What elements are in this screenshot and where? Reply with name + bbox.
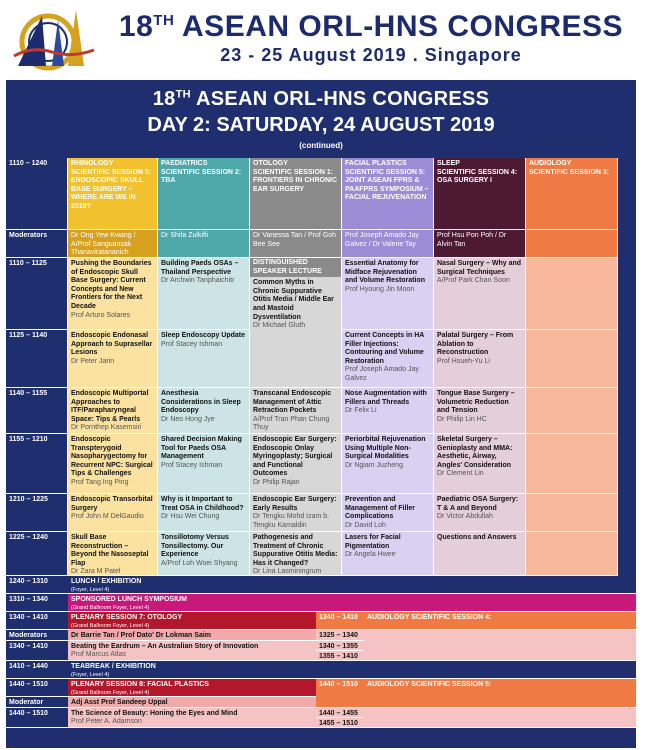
audiology-empty-cell (526, 434, 618, 494)
talk-cell: Tongue Base Surgery – Volumetric Reduction and Tension Dr Philip Lin HC (434, 388, 526, 434)
talk-cell: Palatal Surgery – From Ablation to Reconstruction Prof Hsueh-Yu Li (434, 330, 526, 388)
slot-row (6, 388, 636, 434)
talk-cell: DISTINGUISHED SPEAKER LECTURE Common Myths in Chronic Suppurative Otitis Media / Middle Ear and Mastoid Dysventilation Dr Michael Gluth (250, 258, 342, 388)
moderator-rhinology: Dr Ong Yew Kwang / A/Prof Sanguansak Thanaviratananich (68, 230, 158, 258)
plenary-8-moderator: Adj Asst Prof Sandeep Uppal (68, 697, 316, 708)
audiology-5-time: 1440 – 1510 (316, 679, 364, 708)
slot-time: 1210 – 1225 (6, 494, 68, 532)
plenary-session-7: PLENARY SESSION 7: OTOLOGY (Grand Ballroom Foyer, Level 4) (68, 612, 316, 630)
slot-row (6, 258, 636, 330)
day-title: DAY 2: SATURDAY, 24 AUGUST 2019 (147, 114, 495, 136)
teabreak-row (6, 661, 636, 679)
plenary-session-8: PLENARY SESSION 8: FACIAL PLASTICS (Grand Ballroom Foyer, Level 4) (68, 679, 316, 697)
plenary-7-talk: Beating the Eardrum – An Australian Story of Innovation Prof Marcus Atlas (68, 641, 316, 661)
lower-time: Moderators (6, 630, 68, 641)
lower-time: 1340 – 1410 (6, 641, 68, 661)
banner-title: 18TH ASEAN ORL-HNS CONGRESS (152, 88, 490, 110)
slot-time: 1225 – 1240 (6, 532, 68, 576)
slot-time: 1110 – 1125 (6, 258, 68, 330)
session-audiology: AUDIOLOGY SCIENTIFIC SESSION 3: (526, 158, 618, 230)
page-header (0, 0, 642, 80)
continued-label: (continued) (299, 141, 343, 150)
lower-time: 1310 – 1340 (6, 594, 68, 612)
moderator-sleep: Prof Hsu Pon Poh / Dr Alvin Tan (434, 230, 526, 258)
congress-logo (12, 6, 98, 70)
talk-cell: Periorbital Rejuvenation Using Multiple Non-Surgical Modalities Dr Ngiam Juzheng (342, 434, 434, 494)
talk-cell: Essential Anatomy for Midface Rejuvenation and Volume Restoration Prof Hyoung Jin Moon (342, 258, 434, 330)
talk-cell: Questions and Answers (434, 532, 526, 576)
teabreak: TEABREAK / EXHIBITION (Foyer, Level 4) (68, 661, 636, 679)
talk-cell: Current Concepts in HA Filler Injections: Contouring and Volume Restoration Prof Joseph Amado Jay Galvez (342, 330, 434, 388)
e-posters-column: E-POSTERS (618, 158, 636, 576)
talk-cell: Prevention and Management of Filler Complications Dr David Loh (342, 494, 434, 532)
lower-time: 1240 – 1310 (6, 576, 68, 594)
talk-cell: Shared Decision Making Tool for Paeds OSA Management Prof Stacey Ishman (158, 434, 250, 494)
audiology-4-slot: 1325 – 1340 (316, 630, 364, 641)
talk-cell: Anesthesia Considerations in Sleep Endoscopy Dr Neo Hong Jye (158, 388, 250, 434)
talk-cell: Endoscopic Multiportal Approaches to ITF/Parapharyngeal Space: Tips & Pearls Dr Pornthep Kasemsiri (68, 388, 158, 434)
session-header-row (6, 158, 636, 230)
audiology-4-slot: 1340 – 1355 (316, 641, 364, 651)
talk-cell: Skull Base Reconstruction – Beyond the Nasoseptal Flap Dr Zara M Patel (68, 532, 158, 576)
lower-time: 1440 – 1510 (6, 708, 68, 728)
session-otology: OTOLOGY SCIENTIFIC SESSION 1: FRONTIERS IN CHRONIC EAR SURGERY (250, 158, 342, 230)
audiology-empty-cell (526, 330, 618, 388)
audiology-empty-cell (526, 258, 618, 330)
audiology-5-slot: 1455 – 1510 (316, 718, 364, 728)
congress-dates: 23 - 25 August 2019 . Singapore (220, 45, 522, 65)
talk-cell: Nose Augmentation with Fillers and Threads Dr Felix Li (342, 388, 434, 434)
distinguished-speaker-tag: DISTINGUISHED SPEAKER LECTURE (250, 258, 341, 277)
lunch-row: LUNCH / EXHIBITION (Foyer, Level 4) (68, 576, 636, 594)
moderator-audiology (526, 230, 618, 258)
slot-row (6, 494, 636, 532)
audiology-4-time: 1340 – 1410 (316, 612, 364, 630)
moderator-otology: Dr Vanessa Tan / Prof Goh Bee See (250, 230, 342, 258)
lower-time: 1340 – 1410 (6, 612, 68, 630)
session-rhinology: RHINOLOGY SCIENTIFIC SESSION 5: ENDOSCOPIC SKULL BASE SURGERY – WHERE ARE WE IN 2019? (68, 158, 158, 230)
talk-cell: Why is it Important to Treat OSA in Childhood? Dr Hsu Wei Chung (158, 494, 250, 532)
audiology-empty-cell (526, 494, 618, 532)
talk-cell: Pathogenesis and Treatment of Chronic Suppurative Otitis Media: Has it Changed? Dr Lina Lasminingrum (250, 532, 342, 576)
schedule-frame (6, 80, 646, 748)
lower-time: 1440 – 1510 (6, 679, 68, 697)
sponsored-lunch-symposium: SPONSORED LUNCH SYMPOSIUM (Grand Ballroom Foyer, Level 4) (68, 594, 636, 612)
symposium-row (6, 594, 636, 612)
talk-cell: Nasal Surgery – Why and Surgical Techniques A/Prof Park Chan Soon (434, 258, 526, 330)
talk-cell: Transcanal Endoscopic Management of Attic Retraction Pockets A/Prof Tran Phan Chung Thuy (250, 388, 342, 434)
talk-cell: Pushing the Boundaries of Endoscopic Skull Base Surgery: Current Concepts and New Frontiers for the Next Decade Prof Arturo Solares (68, 258, 158, 330)
talk-cell: Paediatric OSA Surgery: T & A and Beyond Dr Victor Abdullah (434, 494, 526, 532)
talk-cell: Lasers for Facial Pigmentation Dr Angela Hwee (342, 532, 434, 576)
audiology-session-5: AUDIOLOGY SCIENTIFIC SESSION 5: (364, 679, 636, 708)
moderator-facial-plastics: Prof Joseph Amado Jay Galvez / Dr Valerie Tay (342, 230, 434, 258)
audiology-5-body (364, 708, 636, 728)
lower-time: Moderator (6, 697, 68, 708)
talk-cell: Skeletal Surgery – Genioplasty and MMA: Aesthetic, Airway, Angles' Consideration Dr Clement Lin (434, 434, 526, 494)
talk-cell: Endoscopic Transorbital Surgery Prof John M DelGaudio (68, 494, 158, 532)
talk-cell: Tonsillotomy Versus Tonsillectomy. Our Experience A/Prof Loh Woei Shyang (158, 532, 250, 576)
plenary-7-moderators: Dr Barrie Tan / Prof Dato' Dr Lokman Saim (68, 630, 316, 641)
talk-cell: Sleep Endoscopy Update Prof Stacey Ishman (158, 330, 250, 388)
talk-cell: Building Paeds OSAs – Thailand Perspective Dr Archwin Tanphaichitr (158, 258, 250, 330)
day-banner (6, 80, 636, 158)
break-row (6, 576, 636, 594)
audiology-4-body (364, 630, 636, 661)
slot-row (6, 532, 636, 576)
talk-cell: Endoscopic Ear Surgery: Endoscopic Onlay Myringoplasty; Surgical and Functional Outcomes Dr Philip Rajan (250, 434, 342, 494)
slot-time: 1140 – 1155 (6, 388, 68, 434)
talk-cell: Endoscopic Endonasal Approach to Suprasellar Lesions Dr Peter Jarin (68, 330, 158, 388)
page-title: 18TH ASEAN ORL-HNS CONGRESS (118, 10, 624, 43)
slot-row (6, 434, 636, 494)
session-facial-plastics: FACIAL PLASTICS SCIENTIFIC SESSION 5: JOINT ASEAN FPRS & PAAFPRS SYMPOSIUM – FACIAL REJUVENATION (342, 158, 434, 230)
plenary-8-talk: The Science of Beauty: Honing the Eyes and Mind Prof Peter A. Adamson (68, 708, 316, 728)
slot-row (6, 330, 636, 388)
talk-cell: Endoscopic Ear Surgery: Early Results Dr Tengku Mohd Izam b. Tengku Kamaldin (250, 494, 342, 532)
slot-time: 1125 – 1140 (6, 330, 68, 388)
moderators-row (6, 230, 636, 258)
talk-cell: Endoscopic Transpterygoid Nasopharygectomy for Recurrent NPC: Surgical Tips & Challenges Prof Tang Ing Ping (68, 434, 158, 494)
audiology-session-4: AUDIOLOGY SCIENTIFIC SESSION 4: (364, 612, 636, 630)
session-paediatrics: PAEDIATRICS SCIENTIFIC SESSION 2: TBA (158, 158, 250, 230)
audiology-empty-cell (526, 532, 618, 576)
moderator-paediatrics: Dr Shifa Zulkifli (158, 230, 250, 258)
lower-time: 1410 – 1440 (6, 661, 68, 679)
audiology-4-slot: 1355 – 1410 (316, 651, 364, 661)
slot-time: 1155 – 1210 (6, 434, 68, 494)
audiology-5-slot: 1440 – 1455 (316, 708, 364, 718)
session-time: 1110 – 1240 (6, 158, 68, 230)
session-sleep: SLEEP SCIENTIFIC SESSION 4: OSA SURGERY I (434, 158, 526, 230)
audiology-empty-cell (526, 388, 618, 434)
moderators-label: Moderators (6, 230, 68, 258)
